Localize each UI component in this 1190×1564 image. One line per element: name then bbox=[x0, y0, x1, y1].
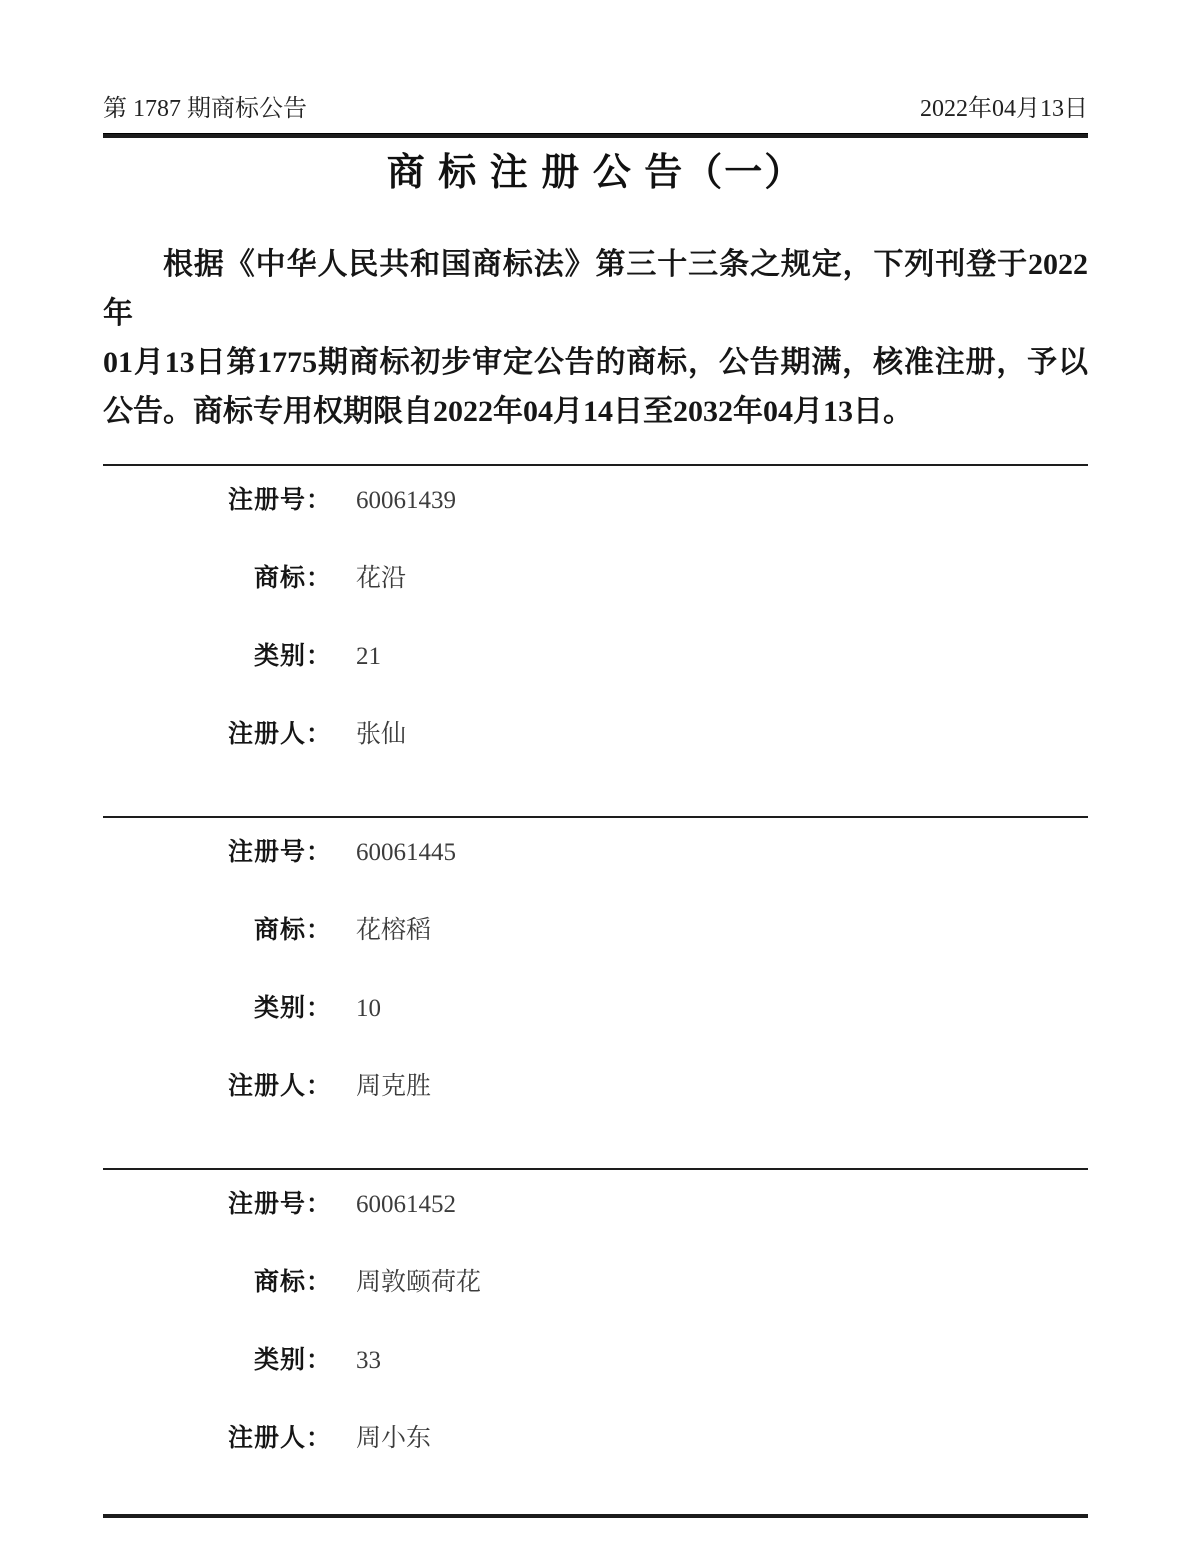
field-value-registrant: 周克胜 bbox=[356, 1073, 432, 1100]
field-value-trademark: 花沿 bbox=[356, 565, 407, 592]
field-value-reg-no: 60061445 bbox=[356, 839, 456, 866]
field-value-reg-no: 60061439 bbox=[356, 487, 456, 514]
field-label-registrant: 注册人： bbox=[227, 1425, 332, 1452]
field-value-trademark: 花榕稻 bbox=[356, 917, 432, 944]
record-row-registrant bbox=[103, 1072, 1088, 1150]
field-label-category: 类别： bbox=[253, 995, 332, 1022]
record-row-trademark bbox=[103, 1268, 1088, 1346]
record-row-category bbox=[103, 994, 1088, 1072]
field-label-reg-no: 注册号： bbox=[227, 1191, 332, 1218]
record-row-registrant bbox=[103, 1424, 1088, 1502]
record-row-category bbox=[103, 642, 1088, 720]
record-row-trademark bbox=[103, 916, 1088, 994]
record-row-registrant bbox=[103, 720, 1088, 798]
records-list bbox=[103, 464, 1088, 1518]
page-title: 商 标 注 册 公 告（一） bbox=[386, 152, 805, 194]
record-entry-1 bbox=[103, 464, 1088, 816]
page-header bbox=[103, 0, 1088, 124]
field-label-category: 类别： bbox=[253, 643, 332, 670]
field-value-registrant: 周小东 bbox=[356, 1425, 432, 1452]
record-entry-3 bbox=[103, 1168, 1088, 1514]
header-issue-label: 第 1787 期商标公告 bbox=[103, 96, 307, 122]
record-row-reg-no bbox=[103, 486, 1088, 564]
bottom-rule bbox=[103, 1514, 1088, 1518]
intro-line: 根据《中华人民共和国商标法》第三十三条之规定，下列刊登于2022年 bbox=[103, 248, 1088, 330]
intro-line: 公告。商标专用权期限自2022年04月14日至2032年04月13日。 bbox=[103, 395, 913, 428]
field-label-trademark: 商标： bbox=[253, 917, 332, 944]
field-value-category: 10 bbox=[356, 995, 381, 1022]
field-label-reg-no: 注册号： bbox=[227, 839, 332, 866]
field-label-category: 类别： bbox=[253, 1347, 332, 1374]
field-value-registrant: 张仙 bbox=[356, 721, 407, 748]
record-row-trademark bbox=[103, 564, 1088, 642]
field-value-category: 33 bbox=[356, 1347, 381, 1374]
record-row-reg-no bbox=[103, 838, 1088, 916]
field-value-reg-no: 60061452 bbox=[356, 1191, 456, 1218]
intro-paragraph bbox=[103, 240, 1088, 436]
intro-line: 01月13日第1775期商标初步审定公告的商标，公告期满，核准注册，予以 bbox=[103, 346, 1088, 379]
field-label-trademark: 商标： bbox=[253, 565, 332, 592]
header-date: 2022年04月13日 bbox=[920, 96, 1088, 122]
record-row-reg-no bbox=[103, 1190, 1088, 1268]
field-value-trademark: 周敦颐荷花 bbox=[356, 1269, 482, 1296]
field-label-trademark: 商标： bbox=[253, 1269, 332, 1296]
record-entry-2 bbox=[103, 816, 1088, 1168]
field-label-registrant: 注册人： bbox=[227, 721, 332, 748]
field-label-reg-no: 注册号： bbox=[227, 487, 332, 514]
header-rule bbox=[103, 133, 1088, 138]
record-row-category bbox=[103, 1346, 1088, 1424]
field-value-category: 21 bbox=[356, 643, 381, 670]
field-label-registrant: 注册人： bbox=[227, 1073, 332, 1100]
